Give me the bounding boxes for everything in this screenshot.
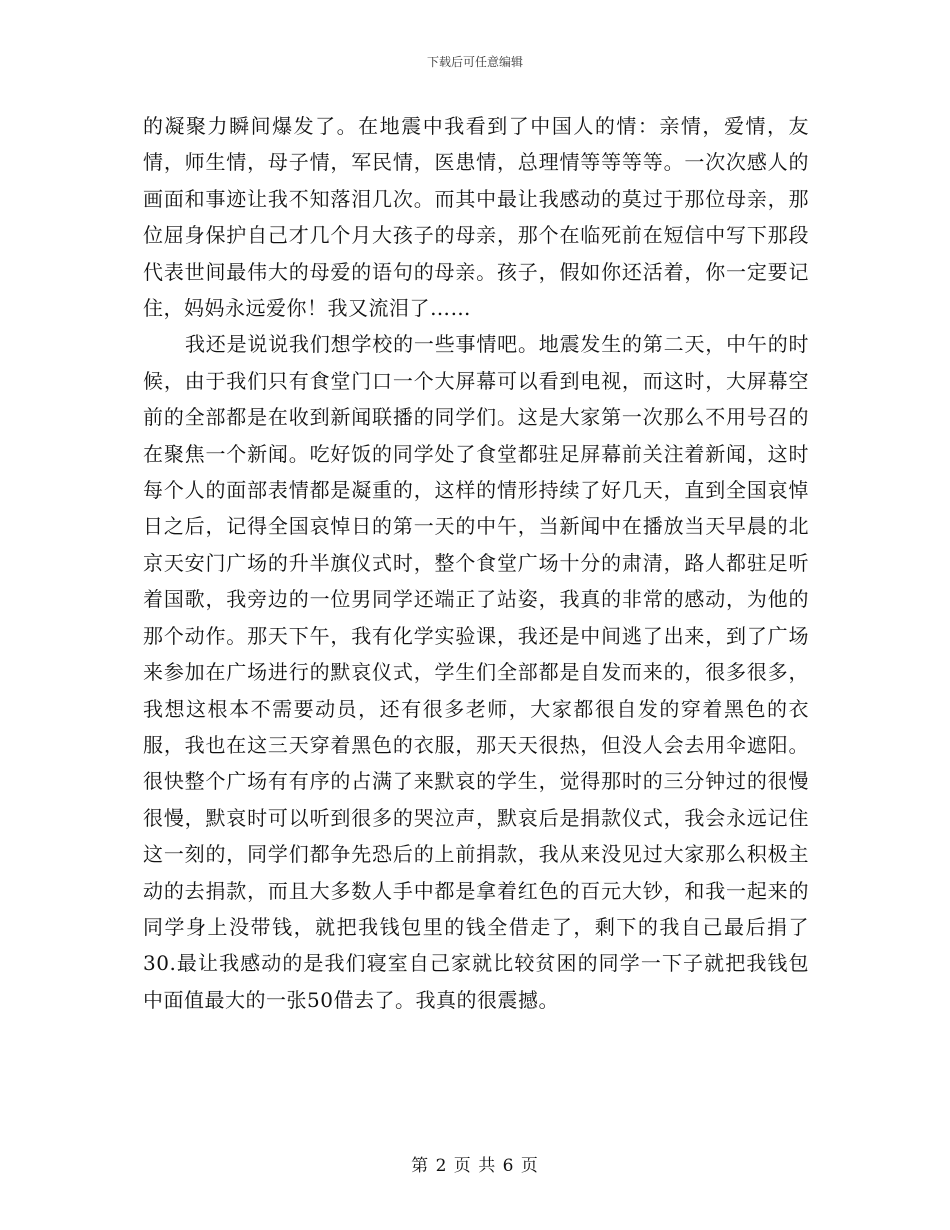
paragraph-school-events: 我还是说说我们想学校的一些事情吧。地震发生的第二天，中午的时候，由于我们只有食堂门口一个大屏幕可以看到电视，而这时，大屏幕空前的全部都是在收到新闻联播的同学们。这是大家第一次那么不用号召的在聚焦一个新闻。吃好饭的同学处了食堂都驻足屏幕前关注着新闻，这时每个人的面部表情都是凝重的，这样的情形持续了好几天，直到全国哀悼日之后，记得全国哀悼日的第一天的中午，当新闻中在播放当天早晨的北京天安门广场的升半旗仪式时，整个食堂广场十分的肃清，路人都驻足听着国歌，我旁边的一位男同学还端正了站姿，我真的非常的感动，为他的那个动作。那天下午，我有化学实验课，我还是中间逃了出来，到了广场来参加在广场进行的默哀仪式，学生们全部都是自发而来的，很多很多，我想这根本不需要动员，还有很多老师，大家都很自发的穿着黑色的衣服，我也在这三天穿着黑色的衣服，那天天很热，但没人会去用伞遮阳。很快整个广场有有序的占满了来默哀的学生，觉得那时的三分钟过的很慢很慢，默哀时可以听到很多的哭泣声，默哀后是捐款仪式，我会永远记住这一刻的，同学们都争先恐后的上前捐款，我从来没见过大家那么积极主动的去捐款，而且大多数人手中都是拿着红色的百元大钞，和我一起来的同学身上没带钱，就把我钱包里的钱全借走了，剩下的我自己最后捐了30.最让我感动的是我们寝室自己家就比较贫困的同学一下子就把我钱包中面值最大的一张50借去了。我真的很震撼。 bbox=[143, 332, 809, 1012]
page-footer: 第 2 页 共 6 页 bbox=[411, 1156, 539, 1176]
page-header: 下载后可任意编辑 bbox=[426, 55, 523, 69]
document-body bbox=[143, 108, 809, 1018]
paragraph-continued: 的凝聚力瞬间爆发了。在地震中我看到了中国人的情：亲情，爱情，友情，师生情，母子情，军民情，医患情，总理情等等等等。一次次感人的画面和事迹让我不知落泪几次。而其中最让我感动的莫过于那位母亲，那位屈身保护自己才几个月大孩子的母亲，那个在临死前在短信中写下那段代表世间最伟大的母爱的语句的母亲。孩子，假如你还活着，你一定要记住，妈妈永远爱你！我又流泪了…… bbox=[143, 114, 809, 321]
